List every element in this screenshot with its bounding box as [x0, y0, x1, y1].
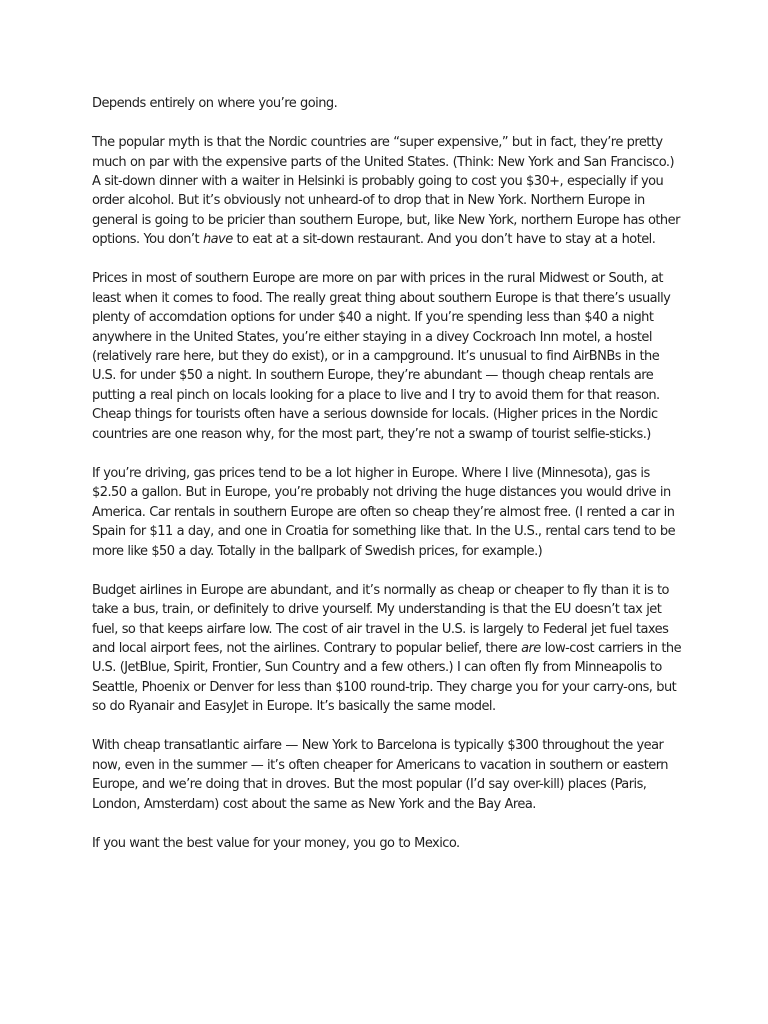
- paragraph-2: [92, 133, 684, 249]
- paragraph-4: [92, 464, 684, 561]
- paragraph-7: [92, 834, 684, 853]
- emphasis-text: are: [521, 640, 541, 656]
- paragraph-text: Prices in most of southern Europe are more on par with prices in the rural Midwest or South, at least when it comes to food. The really great thing about southern Europe is that there’s usually plenty of accomdation options for under $40 a night. If you’re spending less than $40 a night anywhere in the United States, you’re either staying in a divey Cockroach Inn motel, a hostel (relatively rare here, but they do exist), or in a campground. It’s unusual to find AirBNBs in the U.S. for under $50 a night. In southern Europe, they’re abundant — though cheap rentals are putting a real pinch on locals looking for a place to live and I try to avoid them for that reason. Cheap things for tourists often have a serious downside for locals. (Higher prices in the Nordic countries are one reason why, for the most part, they’re not a swamp of tourist selfie-sticks.): [92, 271, 671, 442]
- paragraph-text: The popular myth is that the Nordic countries are “super expensive,” but in fact, they’re pretty much on par with the expensive parts of the United States. (Think: New York and San Francisco.) A sit-down dinner with a waiter in Helsinki is probably going to cost you $30+, especially if you order alcohol. But it’s obviously not unheard-of to drop that in New York. Northern Europe in general is going to be pricier than southern Europe, but, like New York, northern Europe has other options. You don’t: [92, 135, 680, 248]
- paragraph-5: [92, 581, 684, 717]
- paragraph-text: With cheap transatlantic airfare — New York to Barcelona is typically $300 throughout the year now, even in the summer — it’s often cheaper for Americans to vacation in southern or eastern Europe, and we’re doing that in droves. But the most popular (I’d say over-kill) places (Paris, London, Amsterdam) cost about the same as New York and the Bay Area.: [92, 738, 668, 812]
- paragraph-text: Budget airlines in Europe are abundant, and it’s normally as cheap or cheaper to fly than it is to take a bus, train, or definitely to drive yourself. My understanding is that the EU doesn’t tax jet fuel, so that keeps airfare low. The cost of air travel in the U.S. is largely to Federal jet fuel taxes and local airport fees, not the airlines. Contrary to popular belief, there: [92, 582, 669, 656]
- paragraph-text: If you want the best value for your money, you go to Mexico.: [92, 835, 460, 851]
- paragraph-text: Depends entirely on where you’re going.: [92, 96, 338, 111]
- paragraph-text: low-cost carriers in the U.S. (JetBlue, Spirit, Frontier, Sun Country and a few others.) I can often fly from Minneapolis to Seattle, Phoenix or Denver for less than $100 round-trip. They charge you for your carry-ons, but so do Ryanair and EasyJet in Europe. It’s basically the same model.: [92, 640, 682, 715]
- emphasis-text: have: [202, 232, 233, 248]
- paragraph-text: If you’re driving, gas prices tend to be a lot higher in Europe. Where I live (Minnesota), gas is $2.50 a gallon. But in Europe, you’re probably not driving the huge distances you would drive in America. Car rentals in southern Europe are often so cheap they’re almost free. (I rented a car in Spain for $11 a day, and one in Croatia for something like that. In the U.S., rental cars tend to be more like $50 a day. Totally in the ballpark of Swedish prices, for example.): [92, 465, 676, 559]
- paragraph-3: [92, 269, 684, 444]
- document-body: [92, 94, 684, 873]
- paragraph-6: [92, 736, 684, 814]
- paragraph-text: to eat at a sit-down restaurant. And you don’t have to stay at a hotel.: [232, 232, 656, 248]
- paragraph-1: [92, 94, 684, 113]
